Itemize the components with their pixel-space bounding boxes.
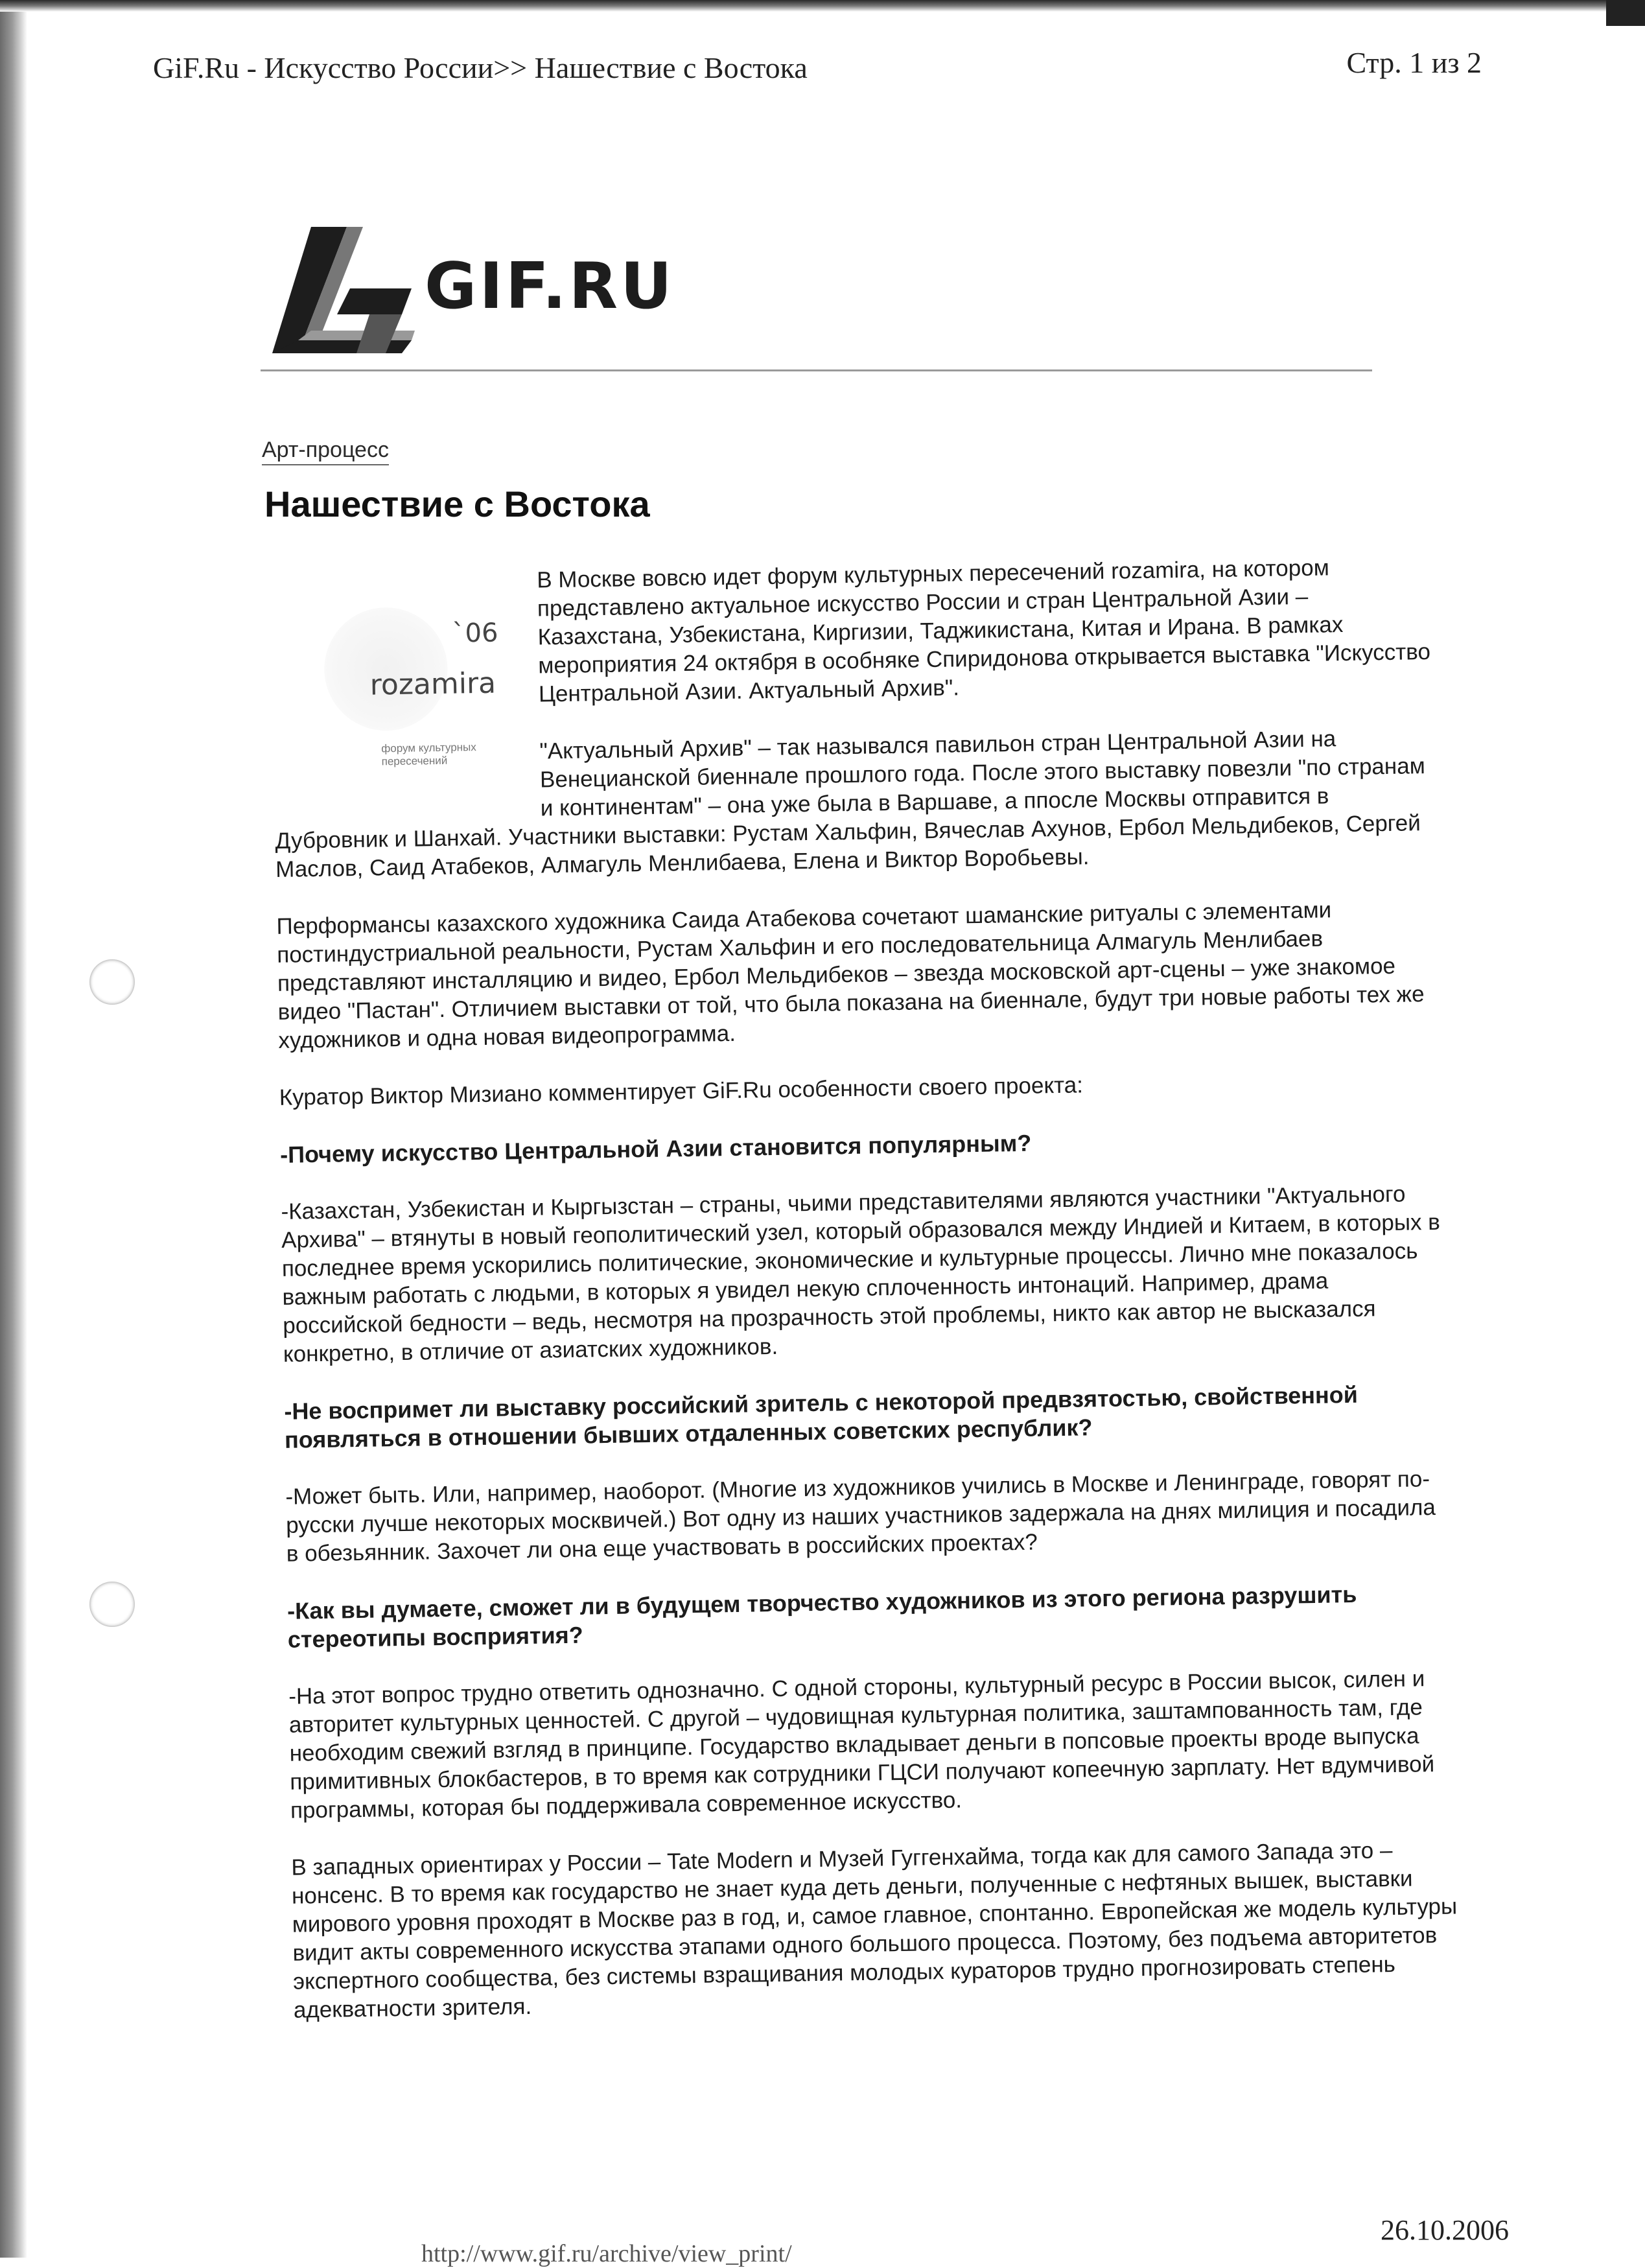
logo-wordmark: GIF.RU [425, 250, 675, 323]
article-body [271, 552, 1461, 2053]
interview-question: -Почему искусство Центральной Азии становится популярным? [279, 1129, 1032, 1168]
article-paragraph: -Может быть. Или, например, наоборот. (Многие из художников учились в Москве и Ленинграде, говорят по-русски лучше некоторых москвичей.) Вот одну из наших участников задержала на днях милиция и посадила в обезьянник. Захочет ли она еще участвовать в российских проектах? [285, 1466, 1436, 1567]
section-label[interactable]: Арт-процесс [262, 438, 389, 465]
article-paragraph: Перформансы казахского художника Саида Атабекова сочетают шаманские ритуалы с элементами постиндустриальной реальности, Рустам Хальфин и его последовательница Алмагуль Менлибаев представляют инсталляцию и видео, Ербол Мельдибеков – звезда московской арт-сцены – уже знакомое видео "Пастан". Отличием выставки от той, что была показана на биеннале, будут три новые работы тех же художников и одна новая видеопрограмма. [276, 897, 1425, 1053]
scan-shadow-edge [0, 0, 27, 2258]
article-paragraph: В западных ориентирах у России – Tate Modern и Музей Гуггенхайма, тогда как для самого Запада это – нонсенс. В то время как государство не знает куда деть деньги, полученные с нефтяных вышек, выставки мирового уровня проходят в Москве раз в год, и, самое главное, спонтанно. Европейская же модель культуры видит акты современного искусства этапами одного большого процесса. Поэтому, без подъема авторитетов экспертного сообщества, без системы взращивания молодых кураторов трудно прогнозировать степень адекватности зрителя. [291, 1838, 1458, 2023]
rozamira-name: rozamira [369, 666, 496, 702]
scan-shadow-top [0, 0, 1645, 12]
gif-logo-icon [272, 224, 415, 366]
article-paragraph: -Казахстан, Узбекистан и Кыргызстан – страны, чьими представителями являются участники "Актуального Архива" – втянуты в новый геополитический узел, который образовался между Индией и Китаем, в которых в последнее время ускорились политические, экономические и культурные процессы. Лично мне показалось важным работать с людьми, в которых я увидел некую сплоченность интонаций. Например, драма российской бедности – ведь, несмотря на прозрачность этой проблемы, никто как автор не высказался конкретно, в отличие от азиатских художников. [281, 1181, 1441, 1367]
print-date: 26.10.2006 [1381, 2214, 1509, 2246]
article-paragraph: -На этот вопрос трудно ответить однозначно. С одной стороны, культурный ресурс в России высок, силен и авторитет культурных ценностей. С другой – чудовищная культурная политика, заштампованность там, где необходим свежий взгляд в принципе. Государство вкладывает деньги в попсовые проекты вроде выпуска примитивных блокбастеров, в то время как сотрудники ГЦСИ получают копеечную зарплату. Нет вдумчивой программы, которая бы поддерживала современное искусство. [288, 1666, 1435, 1823]
interview-question: -Не воспримет ли выставку российский зритель с некоторой предвзятостью, свойственной появляться в отношении бывших отдаленных советских республик? [284, 1381, 1359, 1453]
article-paragraph: "Актуальный Архив" – так назывался павильон стран Центральной Азии на Венецианской биеннале прошлого года. После этого выставку повезли "по странам и континентам" – она уже была в Варшаве, а ппосле Москвы отправится в Дубровник и Шанхай. Участники выставки: Рустам Хальфин, Вячеслав Ахунов, Ербол Мельдибеков, Сергей Маслов, Саид Атабеков, Алмагуль Менлибаева, Елена и Виктор Воробьевы. [275, 726, 1426, 882]
rozamira-logo [271, 567, 528, 804]
punch-hole [89, 1582, 135, 1627]
print-header [153, 45, 1482, 91]
interview-question: -Как вы думаете, сможет ли в будущем творчество художников из этого региона разрушить стереотипы восприятия? [286, 1580, 1357, 1653]
print-page-title: GiF.Ru - Искусство России>> Нашествие с Востока [153, 51, 808, 84]
rozamira-year: `06 [452, 618, 498, 649]
rozamira-subtitle: форум культурных пересечений [381, 741, 476, 768]
header-divider [261, 369, 1372, 371]
print-footer-url: http://www.gif.ru/archive/view_print/ [421, 2240, 792, 2267]
scan-corner [1606, 0, 1645, 26]
site-logo[interactable] [272, 224, 687, 366]
punch-hole [89, 959, 135, 1005]
print-page-counter: Стр. 1 из 2 [1346, 46, 1482, 79]
article-title: Нашествие с Востока [264, 484, 650, 524]
article-paragraph: В Москве вовсю идет форум культурных пересечений rozamira, на котором представлено актуальное искусство России и стран Центральной Азии – Казахстана, Узбекистана, Киргизии, Таджикистана, Китая и Ирана. В рамках мероприятия 24 октября в особняке Спиридонова открывается выставка "Искусство Центральной Азии. Актуальный Архив". [536, 555, 1431, 707]
article-paragraph: Куратор Виктор Мизиано комментирует GiF.Ru особенности своего проекта: [279, 1072, 1084, 1110]
